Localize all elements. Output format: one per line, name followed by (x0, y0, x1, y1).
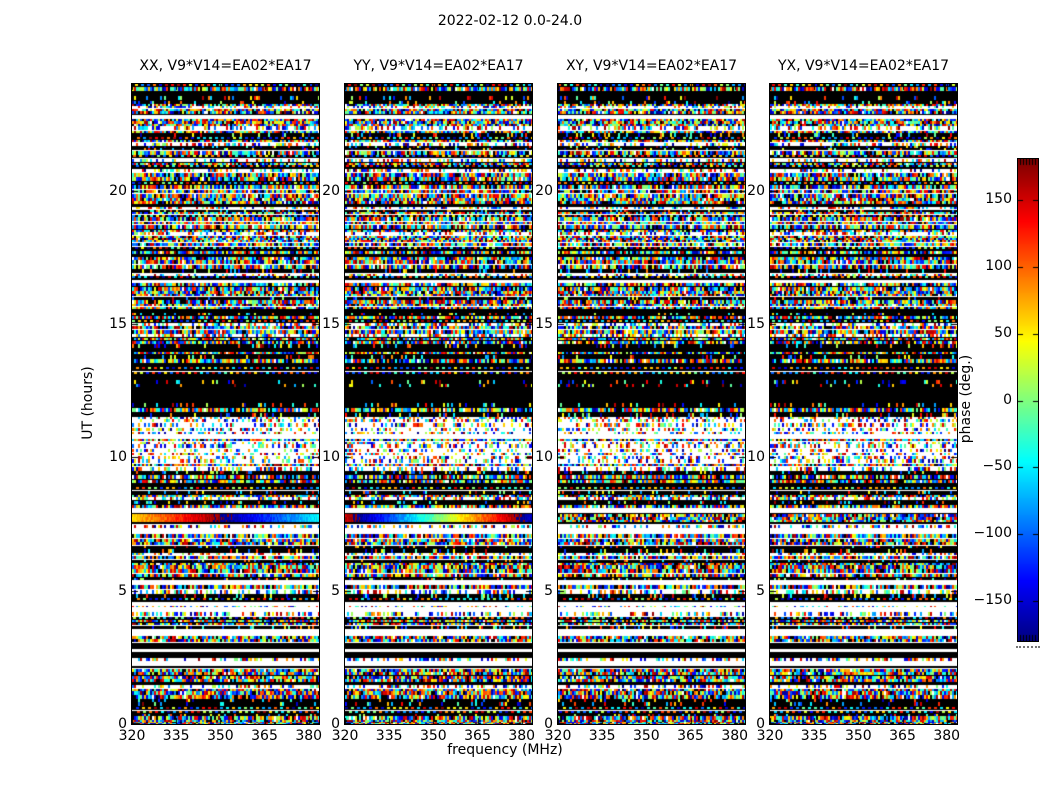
y-tick-label: 15 (747, 316, 765, 332)
x-tick-label: 350 (632, 728, 660, 744)
subplot-yy (322, 58, 536, 744)
y-tick-label: 5 (118, 582, 127, 599)
x-tick-label: 350 (844, 728, 872, 744)
y-tick-label: 10 (109, 449, 127, 466)
subplot-title-xy: XY, V9*V14=EA02*EA17 (565, 58, 738, 74)
waterfall-heatmap-yy (345, 84, 532, 724)
x-tick-label: 320 (756, 728, 784, 744)
subplot-title-xx: XX, V9*V14=EA02*EA17 (139, 58, 312, 74)
y-tick-label: 0 (331, 716, 340, 732)
x-tick-label: 335 (800, 728, 828, 744)
subplot-title-yx: YX, V9*V14=EA02*EA17 (777, 58, 950, 74)
subplot-yx (747, 58, 961, 744)
x-tick-label: 380 (295, 728, 323, 744)
x-tick-label: 335 (588, 728, 616, 744)
subplot-title-yy: YY, V9*V14=EA02*EA17 (353, 58, 524, 74)
colorbar (1017, 158, 1039, 642)
y-tick-label: 10 (747, 449, 765, 466)
x-tick-label: 365 (251, 728, 278, 744)
x-tick-label: 350 (206, 728, 234, 744)
colorbar-tick-label: 100 (985, 258, 1012, 275)
y-tick-label: 5 (544, 582, 553, 599)
y-tick-label: 15 (535, 316, 553, 332)
x-tick-label: 320 (331, 728, 359, 744)
y-tick-label: 0 (118, 716, 127, 732)
y-tick-label: 20 (109, 182, 127, 199)
y-tick-label: 20 (535, 182, 553, 199)
x-tick-label: 380 (721, 728, 749, 744)
subplot-xy (535, 58, 749, 744)
subplot-xx (109, 58, 323, 744)
y-tick-label: 15 (322, 316, 340, 332)
colorbar-gradient (1018, 159, 1038, 641)
waterfall-heatmap-xx (132, 84, 319, 724)
x-tick-label: 320 (544, 728, 572, 744)
x-axis-label: frequency (MHz) (447, 742, 563, 758)
y-tick-label: 15 (109, 316, 127, 332)
colorbar-tick-label: −100 (973, 525, 1012, 542)
colorbar-tick-label: 50 (994, 324, 1012, 341)
colorbar-tick-label: 0 (1003, 391, 1012, 408)
x-tick-label: 380 (933, 728, 961, 744)
figure-title: 2022-02-12 0.0-24.0 (437, 13, 583, 29)
y-tick-label: 5 (756, 582, 765, 599)
x-tick-label: 350 (419, 728, 447, 744)
y-axis-label: UT (hours) (80, 366, 96, 440)
y-tick-label: 20 (322, 182, 340, 199)
x-tick-label: 365 (464, 728, 491, 744)
x-tick-label: 380 (508, 728, 536, 744)
colorbar-tick-label: −50 (982, 458, 1012, 475)
waterfall-heatmap-yx (770, 84, 957, 724)
y-tick-label: 0 (756, 716, 765, 732)
y-tick-label: 10 (535, 449, 553, 466)
x-tick-label: 335 (162, 728, 190, 744)
x-tick-label: 365 (677, 728, 704, 744)
x-tick-label: 320 (118, 728, 146, 744)
colorbar-tick-label: 150 (985, 191, 1012, 208)
y-tick-label: 20 (747, 182, 765, 199)
y-tick-label: 0 (544, 716, 553, 732)
y-tick-label: 10 (322, 449, 340, 466)
x-tick-label: 335 (375, 728, 403, 744)
y-tick-label: 5 (331, 582, 340, 599)
colorbar-label: phase (deg.) (958, 354, 974, 444)
waterfall-heatmap-xy (558, 84, 745, 724)
colorbar-tick-label: −150 (973, 591, 1012, 608)
colorbar-bottom-dots (1016, 646, 1040, 648)
x-tick-label: 365 (889, 728, 916, 744)
